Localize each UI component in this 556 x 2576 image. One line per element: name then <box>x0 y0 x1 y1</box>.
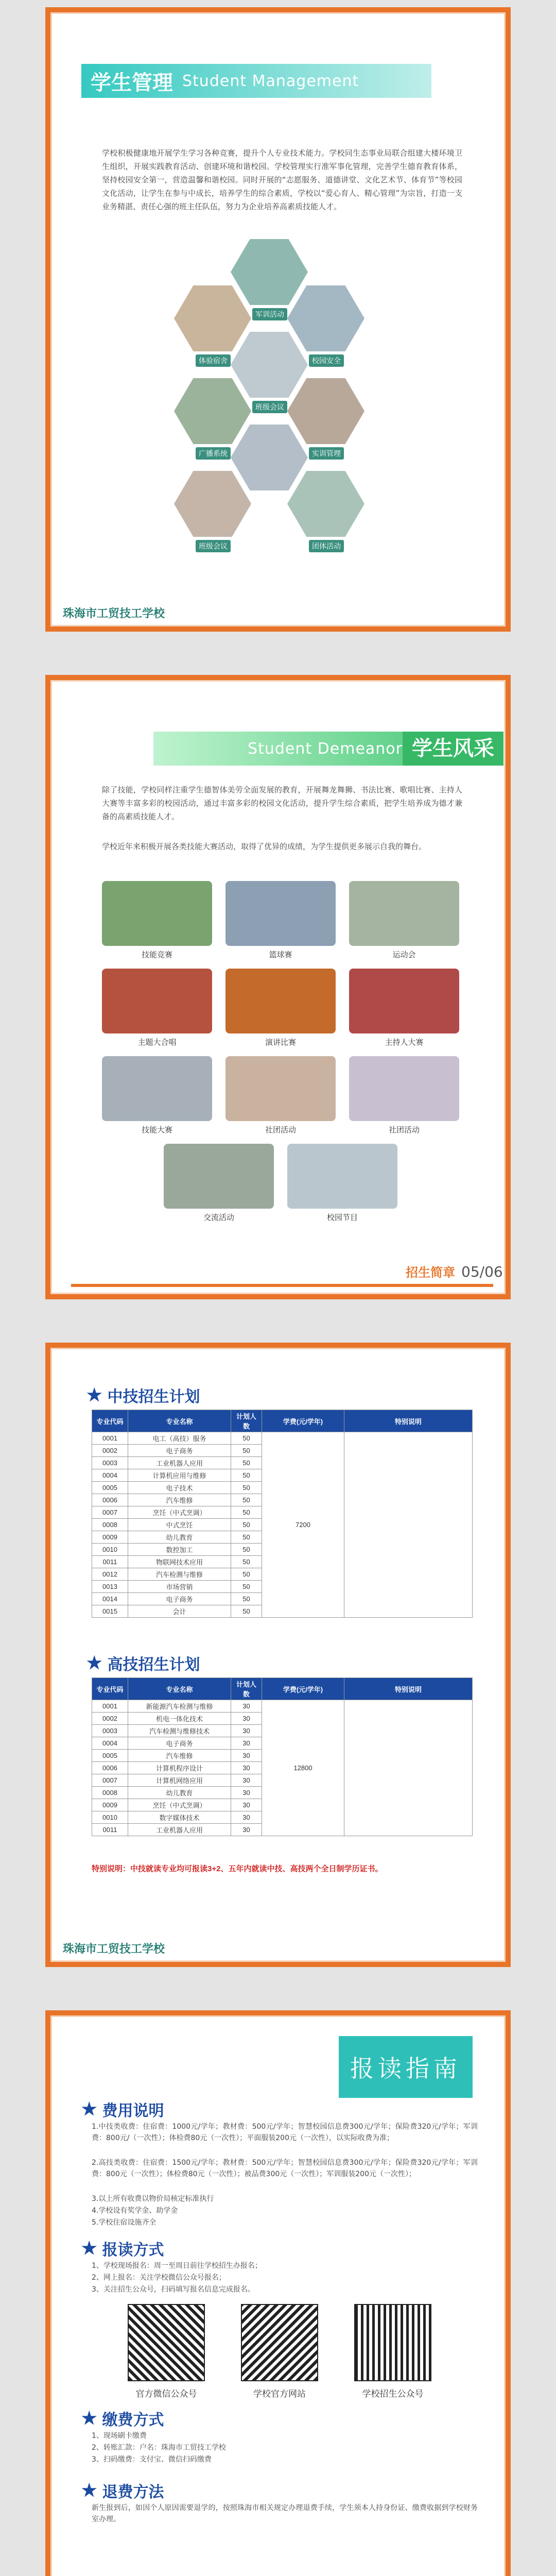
table-cell: 汽车检测与维修 <box>128 1568 231 1581</box>
hex-label: 校园安全 <box>309 354 344 367</box>
table-cell: 0007 <box>92 1506 128 1519</box>
col-header: 专业名称 <box>128 1678 231 1700</box>
photo-label: 社团活动 <box>265 1126 296 1134</box>
table-cell: 50 <box>231 1581 262 1593</box>
table-cell: 0007 <box>92 1774 128 1787</box>
qr-label: 学校官方网站 <box>253 2389 306 2399</box>
page-title: 学生风采 <box>403 732 503 766</box>
photo-label: 运动会 <box>392 951 416 959</box>
photo-label: 主持人大赛 <box>385 1038 424 1047</box>
page-title: 学生管理 <box>91 70 173 95</box>
table-cell: 50 <box>231 1568 262 1581</box>
activity-photo <box>287 1144 397 1209</box>
hex-label: 体验宿舍 <box>196 354 231 367</box>
page-number <box>406 1262 503 1280</box>
table-cell: 50 <box>231 1544 262 1556</box>
table-cell: 0004 <box>92 1737 128 1750</box>
section-title: 退费方法 <box>102 2484 164 2501</box>
guide-title-box <box>339 2036 473 2098</box>
page-student-management <box>45 7 511 632</box>
apply-line: 3、关注招生公众号，扫码填写报名信息完成报名。 <box>92 2285 255 2294</box>
table-cell: 50 <box>231 1469 262 1482</box>
table-cell: 数字媒体技术 <box>128 1811 231 1824</box>
col-header: 计划人数 <box>231 1410 262 1432</box>
fee-line: 4.学校设有奖学金、助学金 <box>92 2207 178 2215</box>
table-cell: 0006 <box>92 1494 128 1506</box>
hex-label: 班级会议 <box>252 401 287 413</box>
table-cell: 50 <box>231 1593 262 1605</box>
section-heading <box>81 2237 164 2260</box>
table-cell: 0012 <box>92 1568 128 1581</box>
table-cell: 幼儿教育 <box>128 1531 231 1544</box>
hex-photo <box>231 332 308 398</box>
table-cell: 0004 <box>92 1469 128 1482</box>
star-icon: ★ <box>81 2409 97 2428</box>
orange-divider <box>71 1284 493 1287</box>
hex-photo <box>174 471 251 537</box>
photo-label: 篮球赛 <box>269 951 292 959</box>
fee-line: 3.以上所有收费以物价局核定标准执行 <box>92 2195 214 2203</box>
table-cell: 电子商务 <box>128 1737 231 1750</box>
page-title: 报读指南 <box>350 2055 461 2082</box>
fee-cell: 7200 <box>262 1432 344 1618</box>
refund-text: 新生报到后，如因个人原因需要退学的，按照珠海市相关规定办理退费手续，学生须本人持身份证、缴费收据到学校财务室办理。 <box>92 2504 478 2523</box>
col-header: 专业代码 <box>92 1678 128 1700</box>
apply-line: 2、网上报名：关注学校微信公众号报名； <box>92 2274 226 2282</box>
table-cell: 电子商务 <box>128 1445 231 1457</box>
special-note: 特别说明：中技就读专业均可报读3+2、五年内就读中技、高技两个全日制学历证书。 <box>92 1865 383 1873</box>
table-cell: 电工（高技）服务 <box>128 1432 231 1445</box>
high-plan-table <box>92 1677 473 1836</box>
table-row <box>92 1700 473 1713</box>
hex-photo <box>174 378 251 444</box>
table-cell: 0015 <box>92 1605 128 1618</box>
photo-label: 演讲比赛 <box>265 1038 296 1047</box>
col-header: 学费(元/学年) <box>262 1410 344 1432</box>
table-cell: 50 <box>231 1531 262 1544</box>
star-icon: ★ <box>86 1385 102 1405</box>
photo-label: 校园节目 <box>326 1213 358 1222</box>
table-cell: 50 <box>231 1556 262 1568</box>
table-cell: 幼儿教育 <box>128 1787 231 1799</box>
hex-label: 军训活动 <box>252 308 287 320</box>
intro-text: 除了技能，学校同样注重学生德智体美劳全面发展的教育，开展舞龙舞狮、书法比赛、歌唱比赛、主持人大赛等丰富多彩的校园活动，通过丰富多彩的校园文化活动，提升学生综合素质，把学生培养成为德才兼备的高素质技能人才。 <box>102 785 462 821</box>
table-cell: 50 <box>231 1519 262 1531</box>
table-cell: 烹饪（中式烹调） <box>128 1506 231 1519</box>
title-bar <box>153 732 503 766</box>
hex-photo <box>231 239 308 305</box>
table-cell: 计算机应用与维修 <box>128 1469 231 1482</box>
fee-line: 2.高技类收费：住宿费：1500元/学年；教材费：500元/学年；智慧校园信息费300元/学年；保险费320元/学年；军训费：800元（一次性）；体检费80元（一次性）；被品费300元（一次性）；军训服装200元（一次性）； <box>92 2159 478 2178</box>
photo-label: 主题大合唱 <box>137 1038 177 1047</box>
table-cell: 电子商务 <box>128 1593 231 1605</box>
table-cell: 30 <box>231 1713 262 1725</box>
hex-label: 团体活动 <box>309 540 344 552</box>
table-cell: 计算机网络应用 <box>128 1774 231 1787</box>
col-header: 计划人数 <box>231 1678 262 1700</box>
activity-photo <box>225 969 336 1033</box>
table-cell: 30 <box>231 1762 262 1774</box>
photo-label: 技能大赛 <box>141 1126 172 1134</box>
table-cell: 0002 <box>92 1445 128 1457</box>
activity-photo <box>102 969 212 1033</box>
col-header: 专业名称 <box>128 1410 231 1432</box>
table-cell: 工业机器人应用 <box>128 1457 231 1469</box>
table-cell: 50 <box>231 1445 262 1457</box>
star-icon: ★ <box>81 2239 97 2258</box>
table-cell: 30 <box>231 1787 262 1799</box>
table-cell: 30 <box>231 1774 262 1787</box>
table-cell: 30 <box>231 1799 262 1811</box>
table-cell: 烹饪（中式烹调） <box>128 1799 231 1811</box>
table-cell: 30 <box>231 1811 262 1824</box>
star-icon: ★ <box>86 1653 102 1673</box>
section-title: 报读方式 <box>102 2242 164 2259</box>
hex-photo <box>287 471 364 537</box>
apply-line: 1、学校现场报名：周一至周日前往学校招生办报名； <box>92 2262 262 2270</box>
table-cell: 0003 <box>92 1725 128 1737</box>
table-cell: 0001 <box>92 1432 128 1445</box>
hex-photo <box>287 378 364 444</box>
table-cell: 物联网技术应用 <box>128 1556 231 1568</box>
section-heading <box>86 1652 200 1674</box>
table-cell: 0014 <box>92 1593 128 1605</box>
section-title: 高技招生计划 <box>107 1656 200 1673</box>
fee-line: 5.学校住宿设施齐全 <box>92 2218 157 2227</box>
table-cell: 30 <box>231 1824 262 1836</box>
activity-photo <box>102 881 212 946</box>
table-cell: 0008 <box>92 1787 128 1799</box>
photo-label: 社团活动 <box>388 1126 420 1134</box>
table-cell: 0005 <box>92 1750 128 1762</box>
table-cell: 工业机器人应用 <box>128 1824 231 1836</box>
table-cell: 数控加工 <box>128 1544 231 1556</box>
hex-label: 实训管理 <box>309 447 344 460</box>
table-cell: 0011 <box>92 1556 128 1568</box>
hex-photo <box>231 425 308 490</box>
activity-photo <box>349 881 459 946</box>
remark-cell <box>344 1700 473 1836</box>
photo-label: 技能竞赛 <box>141 951 172 959</box>
table-cell: 0013 <box>92 1581 128 1593</box>
table-cell: 计算机程序设计 <box>128 1762 231 1774</box>
table-cell: 机电一体化技术 <box>128 1713 231 1725</box>
page-application-guide <box>45 2010 511 2576</box>
activity-photo <box>164 1144 274 1209</box>
fee-cell: 12800 <box>262 1700 344 1836</box>
table-cell: 50 <box>231 1506 262 1519</box>
activity-photo <box>349 969 459 1033</box>
page-title-en: Student Demeanor <box>248 739 403 758</box>
table-cell: 0010 <box>92 1811 128 1824</box>
table-cell: 50 <box>231 1457 262 1469</box>
hex-label: 广播系统 <box>196 447 231 460</box>
table-header <box>92 1678 473 1700</box>
table-cell: 0003 <box>92 1457 128 1469</box>
qr-label: 学校招生公众号 <box>362 2389 424 2399</box>
table-cell: 电子技术 <box>128 1482 231 1494</box>
title-bar <box>81 64 431 98</box>
table-cell: 30 <box>231 1700 262 1713</box>
hex-photo <box>287 285 364 351</box>
page-number-value: 05/06 <box>461 1263 503 1280</box>
table-cell: 0009 <box>92 1799 128 1811</box>
star-icon: ★ <box>81 2481 97 2500</box>
photo-label: 交流活动 <box>203 1213 234 1222</box>
qr-label: 官方微信公众号 <box>135 2389 197 2399</box>
section-title: 缴费方式 <box>102 2412 164 2429</box>
pay-line: 1、现场刷卡缴费 <box>92 2432 147 2440</box>
pay-line: 3、扫码缴费：支付宝、微信扫码缴费 <box>92 2455 212 2464</box>
table-cell: 0011 <box>92 1824 128 1836</box>
page-enrollment-plan <box>45 1343 511 1967</box>
intro-text: 学校积极健康地开展学生学习各种竞赛，提升个人专业技术能力。学校同生态事业局联合组建大楼环境卫生组织，开展实践教育活动、创建环境和谐校园。学校管理实行准军事化管理，完善学生德育教育体系，坚持校园安全第一，营造温馨和谐校园。同时开展的“志愿服务、道德讲堂、文化艺术节、体育节”等校园文化活动，让学生在参与中成长，培养学生的综合素质，学校以“爱心育人、精心管理”为宗旨，打造一支业务精湛、责任心强的班主任队伍，努力为企业培养高素质技能人才。 <box>102 148 462 211</box>
school-name: 珠海市工贸技工学校 <box>63 1942 165 1956</box>
table-cell: 0009 <box>92 1531 128 1544</box>
activity-photo <box>225 881 336 946</box>
table-cell: 会计 <box>128 1605 231 1618</box>
qr-code[interactable] <box>354 2304 431 2381</box>
section-heading <box>81 2098 164 2121</box>
qr-code[interactable] <box>128 2304 205 2381</box>
table-cell: 市场营销 <box>128 1581 231 1593</box>
table-cell: 0008 <box>92 1519 128 1531</box>
col-header: 专业代码 <box>92 1410 128 1432</box>
page-number-label: 招生简章 <box>406 1265 455 1280</box>
page-student-demeanor <box>45 675 511 1299</box>
remark-cell <box>344 1432 473 1618</box>
hex-photo <box>174 285 251 351</box>
table-cell: 中式烹饪 <box>128 1519 231 1531</box>
col-header: 特别说明 <box>344 1410 473 1432</box>
table-cell: 0001 <box>92 1700 128 1713</box>
table-cell: 汽车维修 <box>128 1494 231 1506</box>
intro-text-2: 学校近年来积极开展各类技能大赛活动，取得了优异的成绩，为学生提供更多展示自我的舞台。 <box>102 842 427 851</box>
table-cell: 汽车维修 <box>128 1750 231 1762</box>
hex-label: 班级会议 <box>196 540 231 552</box>
section-heading <box>81 2407 164 2430</box>
table-header <box>92 1410 473 1432</box>
table-cell: 50 <box>231 1432 262 1445</box>
table-cell: 0010 <box>92 1544 128 1556</box>
page-title-en: Student Management <box>182 72 359 90</box>
table-cell: 50 <box>231 1494 262 1506</box>
table-cell: 50 <box>231 1482 262 1494</box>
table-row <box>92 1432 473 1445</box>
mid-plan-table <box>92 1410 473 1618</box>
table-cell: 0006 <box>92 1762 128 1774</box>
table-cell: 30 <box>231 1737 262 1750</box>
activity-photo <box>349 1056 459 1121</box>
star-icon: ★ <box>81 2099 97 2119</box>
activity-photo <box>102 1056 212 1121</box>
table-cell: 0002 <box>92 1713 128 1725</box>
section-heading <box>81 2479 164 2502</box>
school-name: 珠海市工贸技工学校 <box>63 607 165 620</box>
table-cell: 0005 <box>92 1482 128 1494</box>
table-cell: 50 <box>231 1605 262 1618</box>
activity-photo <box>225 1056 336 1121</box>
col-header: 学费(元/学年) <box>262 1678 344 1700</box>
pay-line: 2、转账汇款：户名：珠海市工贸技工学校 <box>92 2444 226 2452</box>
table-cell: 30 <box>231 1725 262 1737</box>
section-title: 中技招生计划 <box>107 1388 200 1405</box>
table-cell: 新能源汽车检测与维修 <box>128 1700 231 1713</box>
table-cell: 汽车检测与维修技术 <box>128 1725 231 1737</box>
table-cell: 30 <box>231 1750 262 1762</box>
section-heading <box>86 1384 200 1406</box>
fee-line: 1.中技类收费：住宿费：1000元/学年；教材费：500元/学年；智慧校园信息费300元/学年；保险费320元/学年；军训费：800元/（一次性）；体检费80元（一次性）；平面服装200元（一次性），以实际收费为准； <box>92 2123 478 2142</box>
section-title: 费用说明 <box>102 2103 164 2120</box>
qr-code[interactable] <box>241 2304 318 2381</box>
col-header: 特别说明 <box>344 1678 473 1700</box>
